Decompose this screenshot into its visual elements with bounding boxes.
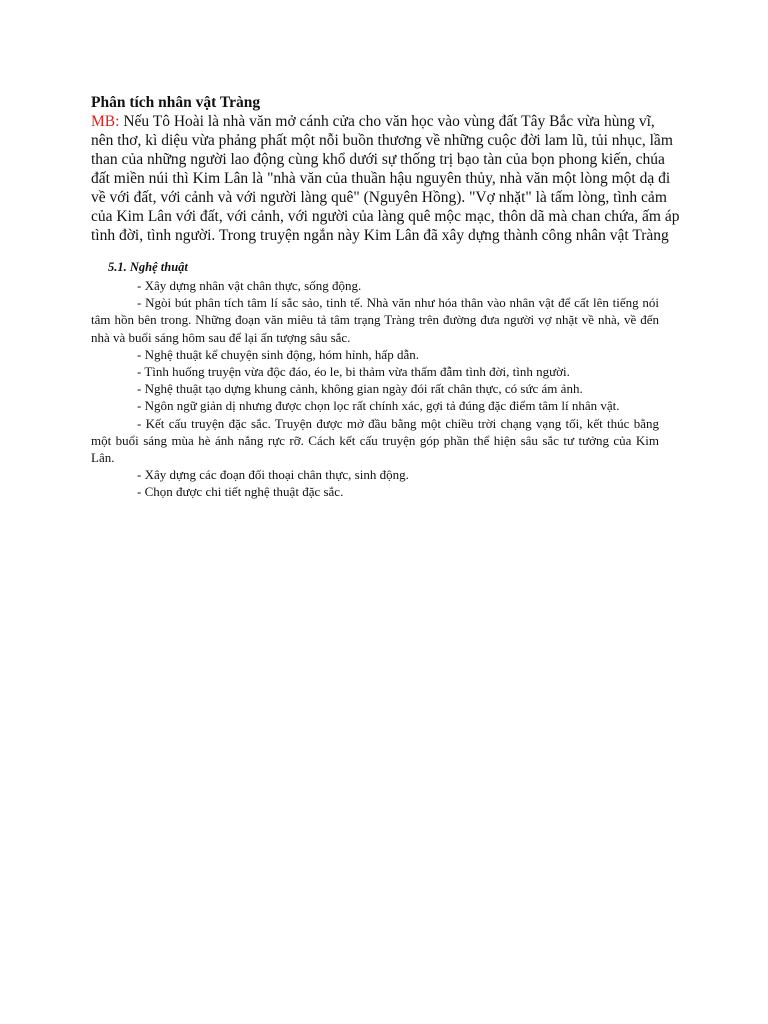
list-item: - Ngôn ngữ giản dị nhưng được chọn lọc rất chính xác, gợi tả đúng đặc điểm tâm lí nhân vật. bbox=[137, 398, 620, 414]
list-item: - Ngòi bút phân tích tâm lí sắc sảo, tinh tế. Nhà văn như hóa thân vào nhân vật để cất lên tiếng nói tâm hồn bên trong. Những đoạn văn miêu tả tâm trạng Tràng trên đường đưa người vợ nhặt về nhà, về đến nhà và buổi sáng hôm sau để lại ấn tượng sâu sắc. bbox=[91, 295, 659, 345]
intro-text: Nếu Tô Hoài là nhà văn mở cánh cửa cho văn học vào vùng đất Tây Bắc vừa hùng vĩ, nên thơ, kì diệu vừa phảng phất một nỗi buồn thương về những cuộc đời lam lũ, tủi nhục, lầm than của những người lao động cùng khổ dưới sự thống trị bạo tàn của bọn phong kiến, chúa đất miền núi thì Kim Lân là "nhà văn của thuần hậu nguyên thủy, nhà văn một lòng một dạ đi về với đất, với cảnh và với người làng quê" (Nguyên Hồng). "Vợ nhặt" là tấm lòng, tình cảm của Kim Lân với đất, với cảnh, với người của làng quê mộc mạc, thôn dã mà chan chứa, ấm áp tình đời, tình người. Trong truyện ngắn này Kim Lân đã xây dựng thành công nhân vật Tràng bbox=[91, 113, 680, 244]
section-art bbox=[91, 259, 681, 501]
list-item: - Tình huống truyện vừa độc đáo, éo le, bi thảm vừa thấm đẫm tình đời, tình người. bbox=[137, 364, 570, 380]
intro-paragraph bbox=[91, 112, 681, 245]
document-title: Phân tích nhân vật Tràng bbox=[91, 94, 261, 111]
section-heading: 5.1. Nghệ thuật bbox=[108, 260, 188, 274]
list-item: - Kết cấu truyện đặc sắc. Truyện được mở đầu bằng một chiều trời chạng vạng tối, kết thúc bằng một buổi sáng mùa hè ánh nắng rực rỡ. Cách kết cấu truyện góp phần thể hiện sâu sắc tư tưởng của Kim Lân. bbox=[91, 415, 659, 466]
document-content bbox=[91, 93, 681, 501]
list-item: - Xây dựng các đoạn đối thoại chân thực, sinh động. bbox=[137, 467, 409, 483]
intro-label: MB: bbox=[91, 113, 120, 130]
art-list bbox=[91, 277, 659, 501]
list-item: - Chọn được chi tiết nghệ thuật đặc sắc. bbox=[137, 484, 344, 500]
list-item: - Nghệ thuật kể chuyện sinh động, hóm hỉnh, hấp dẫn. bbox=[137, 346, 419, 362]
list-item: - Xây dựng nhân vật chân thực, sống động. bbox=[137, 278, 362, 293]
list-item: - Nghệ thuật tạo dựng khung cảnh, không gian ngày đói rất chân thực, có sức ám ảnh. bbox=[137, 381, 583, 397]
